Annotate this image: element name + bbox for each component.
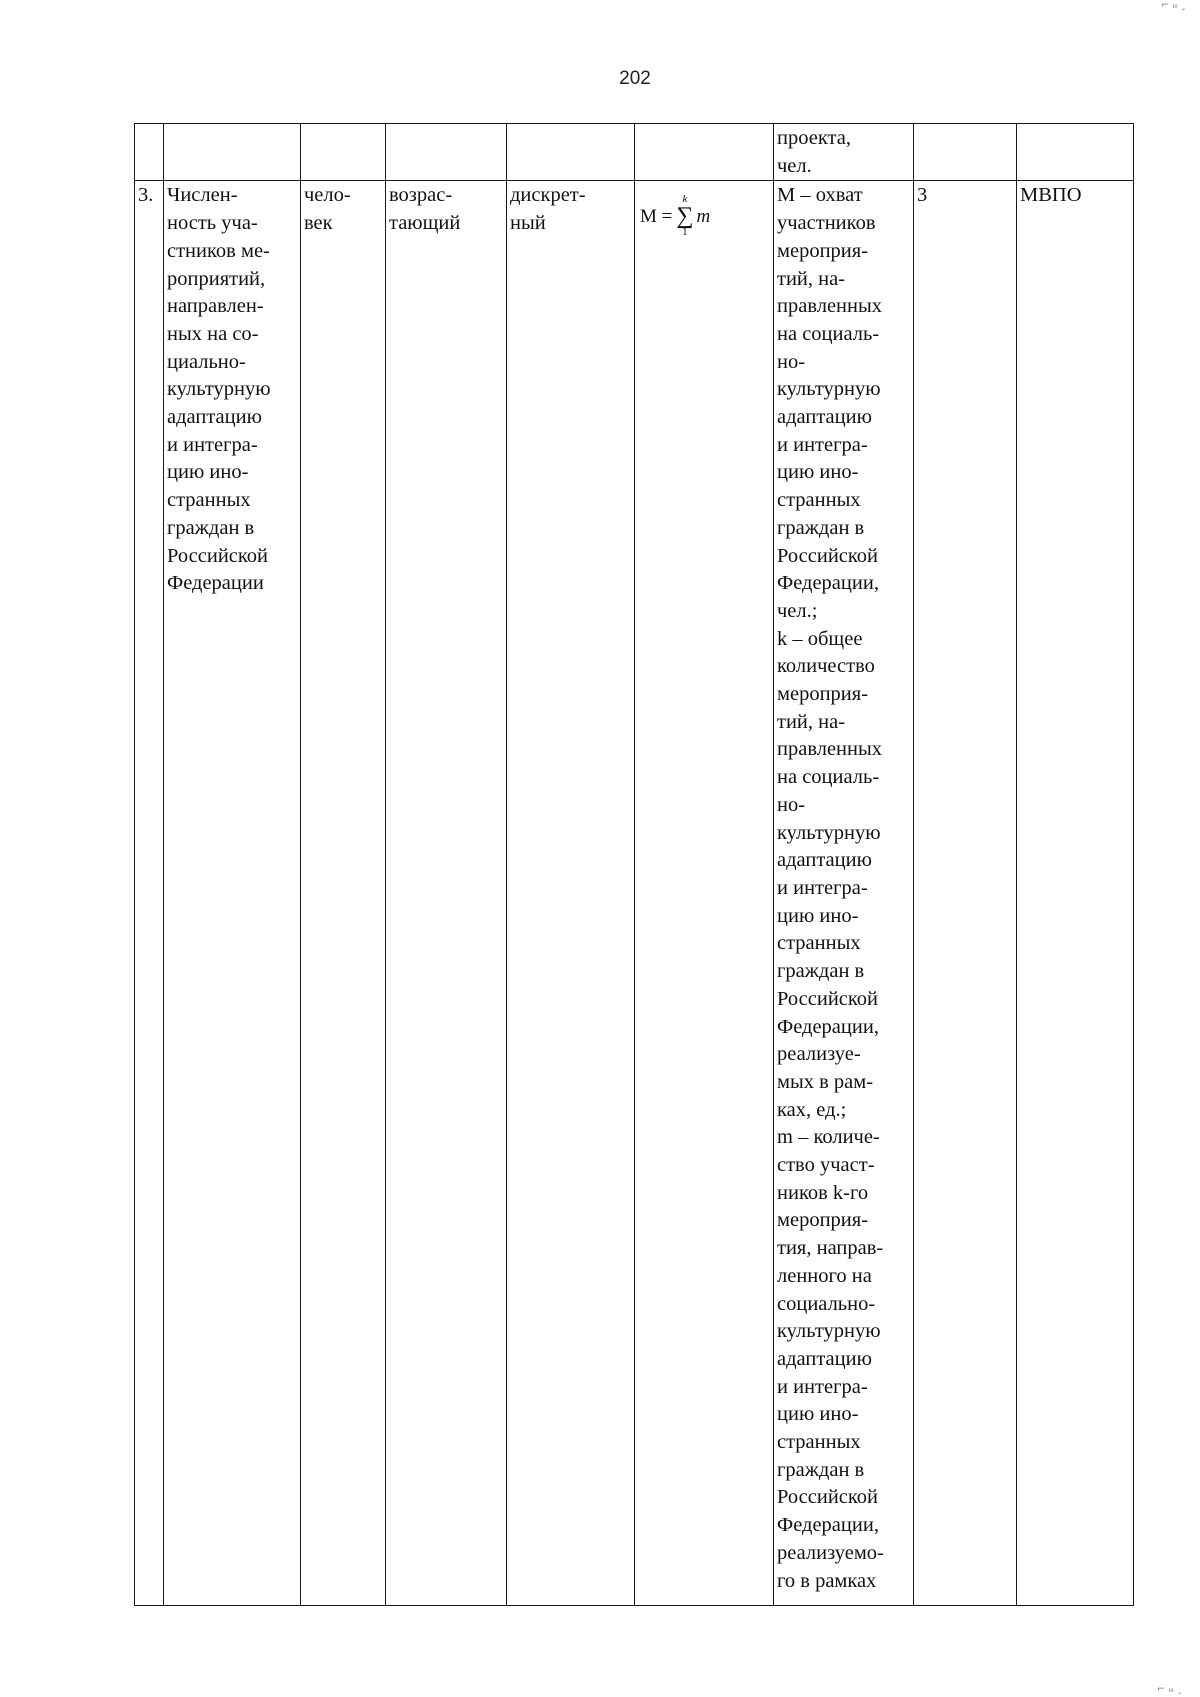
indicator-name-line: Числен-	[167, 184, 238, 207]
indicator-name-line: ных на со-	[167, 322, 259, 345]
description-line: Российской	[777, 987, 879, 1010]
description-line: цию ино-	[777, 461, 859, 484]
responsible-body: МВПО	[1020, 184, 1082, 207]
description-line: правленных	[777, 295, 883, 318]
description-line: Российской	[777, 1486, 879, 1509]
indicator-name-text	[167, 182, 298, 598]
description-line: чел.;	[777, 599, 818, 622]
description-line: социально-	[777, 1292, 876, 1315]
continuation-description-text	[777, 125, 911, 180]
continuation-cell-trend	[386, 124, 507, 181]
indicator-name-line: Федерации	[167, 572, 264, 595]
description-line: и интегра-	[777, 433, 868, 456]
description-line: цию ино-	[777, 904, 859, 927]
description-line: граждан в	[777, 960, 865, 983]
description-line: но-	[777, 350, 806, 373]
source-code-cell	[914, 181, 1017, 1606]
type-text	[510, 182, 632, 237]
continuation-cell-responsible	[1017, 124, 1134, 181]
description-line: адаптацию	[777, 406, 872, 429]
indicator-name-line: цию ино-	[167, 461, 249, 484]
indicator-name-line: адаптацию	[167, 406, 262, 429]
description-line: Федерации,	[777, 572, 879, 595]
description-line: тий, на-	[777, 710, 846, 733]
indicator-table	[134, 123, 1134, 1606]
unit-text	[304, 182, 383, 237]
sigma-operator	[676, 194, 693, 238]
description-line: участников	[777, 212, 876, 235]
continuation-cell-formula	[635, 124, 774, 181]
description-line: k – общее	[777, 627, 863, 650]
indicator-name-line: ность уча-	[167, 212, 258, 235]
indicator-name-cell	[164, 181, 301, 1606]
indicator-name-line: странных	[167, 489, 251, 512]
indicator-row-3	[135, 181, 1134, 1606]
indicator-name-line: стников ме-	[167, 239, 270, 262]
continuation-row	[135, 124, 1134, 181]
description-line: странных	[777, 1431, 861, 1454]
description-line: тий, на-	[777, 267, 846, 290]
sigma-upper-limit: k	[682, 193, 688, 206]
continuation-cell-index	[135, 124, 164, 181]
indicator-name-line: культурную	[167, 378, 271, 401]
description-line: ленного на	[777, 1264, 872, 1287]
responsible-cell	[1017, 181, 1134, 1606]
continuation-cell-type	[507, 124, 635, 181]
description-line: культурную	[777, 378, 881, 401]
description-line: Федерации,	[777, 1514, 879, 1537]
description-line: цию ино-	[777, 1403, 859, 1426]
indicator-name-line: роприятий,	[167, 267, 266, 290]
continuation-cell-source	[914, 124, 1017, 181]
description-line: мероприя-	[777, 239, 869, 262]
description-line: количество	[777, 655, 875, 678]
continuation-description-line: проекта,	[777, 127, 851, 149]
row-index: 3.	[138, 184, 154, 207]
indicator-name-line: Российской	[167, 544, 269, 567]
unit-cell	[301, 181, 386, 1606]
sigma-lower-limit: 1	[682, 226, 688, 239]
continuation-cell-name	[164, 124, 301, 181]
description-line: мероприя-	[777, 1209, 869, 1232]
description-line: тия, направ-	[777, 1237, 884, 1260]
continuation-cell-description	[774, 124, 914, 181]
indicator-name-line: и интегра-	[167, 433, 258, 456]
type-line: дискрет-	[510, 184, 586, 207]
sigma-sign: ∑	[676, 203, 694, 230]
indicator-name-line: циально-	[167, 350, 246, 373]
scan-corner-mark-top: ⌐ ᵢᵢᵢ ¸	[1160, 0, 1186, 11]
description-line: на социаль-	[777, 766, 880, 789]
scan-corner-mark-bottom: ⌐ ᵢᵢᵢ ¸	[1156, 1684, 1182, 1695]
description-text	[777, 182, 911, 1595]
description-line: реализуе-	[777, 1043, 861, 1066]
continuation-description-line: чел.	[777, 154, 812, 177]
description-line: Российской	[777, 544, 879, 567]
description-line: реализуемо-	[777, 1541, 884, 1564]
page-number: 202	[619, 68, 651, 89]
description-line: М – охват	[777, 184, 863, 207]
description-line: культурную	[777, 821, 881, 844]
description-line: мых в рам-	[777, 1070, 874, 1093]
row-index-cell	[135, 181, 164, 1606]
formula-lhs: M =	[640, 205, 673, 227]
type-line: ный	[510, 212, 546, 235]
source-code: 3	[917, 184, 928, 207]
indicator-name-line: граждан в	[167, 516, 255, 539]
description-line: Федерации,	[777, 1015, 879, 1038]
description-line: правленных	[777, 738, 883, 761]
trend-text	[389, 182, 504, 237]
description-line: мероприя-	[777, 683, 869, 706]
unit-line: чело-	[304, 184, 351, 207]
description-line: m – количе-	[777, 1126, 880, 1149]
description-line: странных	[777, 489, 861, 512]
trend-line: возрас-	[389, 184, 453, 207]
description-line: странных	[777, 932, 861, 955]
description-line: граждан в	[777, 516, 865, 539]
formula	[638, 182, 771, 238]
description-line: ках, ед.;	[777, 1098, 847, 1121]
description-line: ников k-го	[777, 1181, 869, 1204]
description-cell	[774, 181, 914, 1606]
description-line: адаптацию	[777, 849, 872, 872]
type-cell	[507, 181, 635, 1606]
unit-line: век	[304, 212, 333, 235]
description-line: но-	[777, 793, 806, 816]
continuation-cell-unit	[301, 124, 386, 181]
description-line: и интегра-	[777, 876, 868, 899]
description-line: го в рамках	[777, 1569, 877, 1592]
description-line: граждан в	[777, 1458, 865, 1481]
description-line: ство участ-	[777, 1154, 875, 1177]
indicator-name-line: направлен-	[167, 295, 264, 318]
formula-cell	[635, 181, 774, 1606]
description-line: культурную	[777, 1320, 881, 1343]
trend-line: тающий	[389, 212, 461, 235]
formula-term: m	[696, 205, 711, 227]
description-line: и интегра-	[777, 1375, 868, 1398]
description-line: адаптацию	[777, 1347, 872, 1370]
description-line: на социаль-	[777, 322, 880, 345]
trend-cell	[386, 181, 507, 1606]
